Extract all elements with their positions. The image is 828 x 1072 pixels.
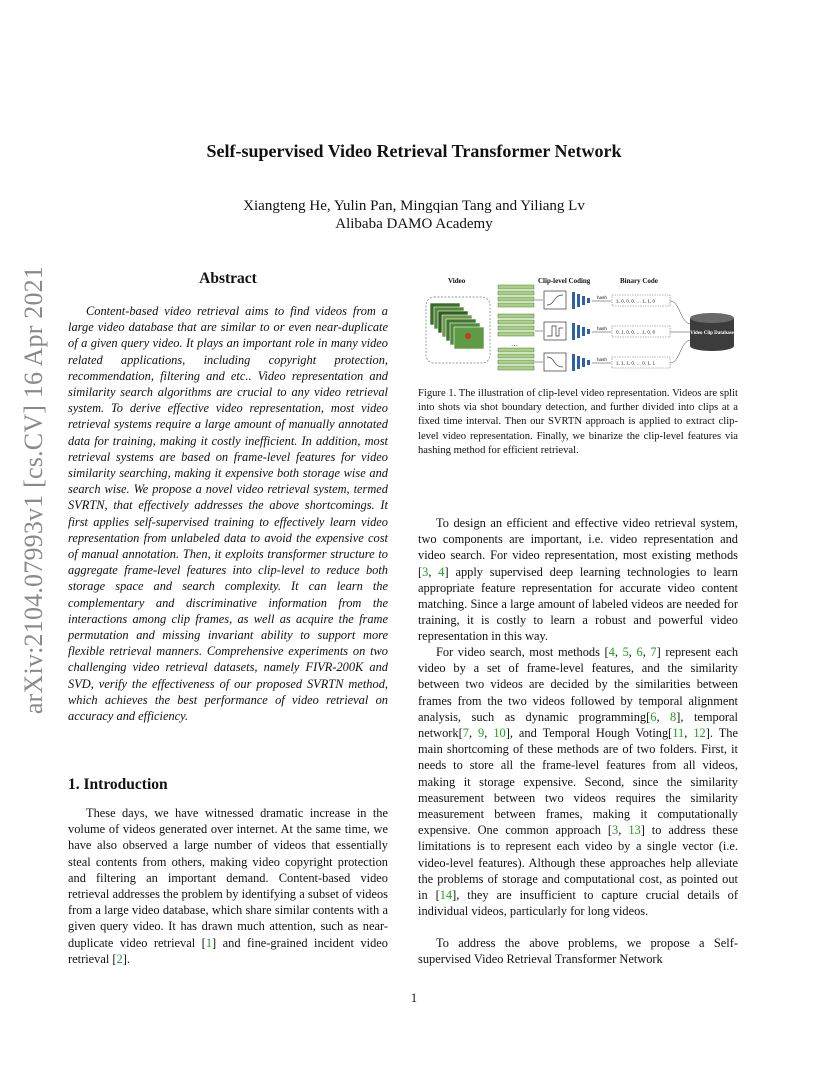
hash-label: hash [597, 357, 607, 362]
citation-link[interactable]: 6 [636, 645, 643, 659]
abstract-heading: Abstract [199, 270, 257, 287]
figure-1 [418, 272, 740, 380]
hash-label: hash [597, 295, 607, 300]
abstract-text: Content-based video retrieval aims to find videos from a large video database that are similar to or even near-duplicate of a given query video. It plays an important role in many video related applications, including copyright protection, recommendation, filtering and etc.. Video representation and similarity search algorithms are crucial to any video retrieval system. To derive effective video representation, most video retrieval systems require a large amount of manually annotated data for training, making it costly inefficient. In addition, most retrieval systems are based on frame-level features for video similarity searching, making it expensive both storage wise and search wise. We propose a novel video retrieval system, termed SVRTN, that effectively addresses the above shortcomings. It first applies self-supervised training to effectively learn video representation from unlabeled data to avoid the expensive cost of manual annotation. Then, it exploits transformer structure to aggregate frame-level features into clip-level to reduce both storage space and search complexity. It can learn the complementary and discriminative information from the interactions among clip frames, as well as acquire the frame permutation and missing invariant ability to support more flexible retrieval manners. Comprehensive experiments on two challenging video retrieval datasets, namely FIVR-200K and SVD, verify the effectiveness of our proposed SVRTN method, which achieves the best performance of video retrieval on accuracy and efficiency. [68, 304, 388, 724]
body-text: , [618, 823, 629, 838]
citation-link[interactable]: 1 [205, 935, 213, 950]
intro-text: These days, we have witnessed dramatic increase in the volume of videos generated over internet. At the same time, we have also observed a large number of videos that essentially steal contents from others, making video copyright protection and filtering an important demand. Content-based video retrieval addresses the problem by identifying a subset of videos from a large video database, which share similar contents with a given query video. It has drawn much attention, such as near-duplicate video retrieval [ [68, 806, 388, 950]
author-block [0, 197, 828, 233]
citation-link[interactable]: 5 [622, 645, 629, 659]
citation-link[interactable]: 13 [628, 823, 641, 838]
body-text: , [642, 645, 651, 659]
body-text: ], temporal network[ [418, 709, 738, 741]
body-text: , [614, 645, 623, 659]
right-paragraph-3: To address the above problems, we propose a Self-supervised Video Retrieval Transformer Network [418, 936, 738, 967]
citation-link[interactable]: 6 [650, 709, 657, 724]
citation-link[interactable]: 2 [116, 951, 123, 966]
body-text: ] represent each video by a set of frame-level features, and the similarity between two videos are decided by the similarities between frames from the two videos followed by temporal alignment analysis, such as dynamic programming[ [418, 645, 739, 724]
citation-link[interactable]: 4 [608, 645, 615, 659]
citation-link[interactable]: 7 [462, 726, 469, 741]
binary-code: 1, 1, 1, 0, … 0, 1, 1 [616, 360, 656, 366]
intro-paragraph [68, 805, 388, 967]
hash-label: hash [597, 326, 607, 331]
right-paragraph-2 [418, 644, 738, 919]
body-text: , [656, 709, 671, 724]
figure-label-binary-code: Binary Code [620, 277, 658, 285]
body-text: ], and Temporal Hough Voting[ [505, 726, 673, 741]
citation-link[interactable]: 10 [493, 726, 506, 741]
intro-heading: 1. Introduction [68, 776, 168, 793]
affiliation: Alibaba DAMO Academy [335, 216, 493, 232]
body-text: , [428, 564, 439, 579]
frame-feature-bars [498, 285, 534, 370]
body-text: For video search, most methods [ [436, 645, 609, 659]
figure-label-clip-coding: Clip-level Coding [538, 277, 591, 285]
page-number: 1 [410, 991, 418, 1005]
arxiv-stamp-text: arXiv:2104.07993v1 [cs.CV] 16 Apr 2021 [19, 265, 48, 715]
citation-link[interactable]: 4 [438, 564, 445, 579]
authors: Xiangteng He, Yulin Pan, Mingqian Tang and Yiliang Lv [243, 198, 585, 214]
paper-title: Self-supervised Video Retrieval Transformer Network [206, 141, 622, 161]
right-paragraph-1 [418, 515, 738, 645]
body-text: ], they are insufficient to capture crucial details of individual videos, particularly for long videos. [418, 888, 738, 919]
intro-text: ] and fine-grained incident video retrieval [ [68, 935, 388, 966]
intro-text: ]. [122, 951, 130, 966]
binary-code: 0, 1, 0, 0, … 1, 0, 0 [616, 329, 656, 335]
citation-link[interactable]: 3 [612, 823, 619, 838]
database-icon [690, 313, 735, 351]
body-text: To design an efficient and effective video retrieval system, two components are important, i.e. video representation and video search. For video representation, most existing methods [ [418, 516, 738, 579]
citation-link[interactable]: 14 [439, 888, 453, 903]
database-label: Video Clip Database [690, 331, 734, 336]
body-text: ] apply supervised deep learning technologies to learn appropriate feature representation for accurate video content matching. Since a large amount of labeled videos are needed for training, it is costly to learn a robust and powerful video representation in this way. [418, 564, 738, 644]
transformer-block [544, 291, 566, 371]
binary-code: 1, 0, 0, 0, … 1, 1, 0 [616, 298, 656, 304]
body-text: , [628, 645, 637, 659]
citation-link[interactable]: 8 [670, 709, 677, 724]
citation-link[interactable]: 7 [650, 645, 657, 659]
figure-label-video: Video [448, 277, 466, 285]
citation-link[interactable]: 3 [422, 564, 429, 579]
arxiv-stamp [4, 230, 64, 750]
citation-link[interactable]: 12 [693, 726, 706, 741]
body-text: , [468, 726, 479, 741]
figure-caption: Figure 1. The illustration of clip-level video representation. Videos are split into shots via shot boundary detection, and further divided into clips at a fixed time interval. Then our SVRTN approach is applied to extract clip-level video representation. Finally, we binarize the clip-level features via hashing method for efficient retrieval. [418, 388, 738, 456]
body-text: ] to address these limitations is to represent each video by a single vector (i.e. video-level features). Although these approaches help alleviate the problems of storage and computational cost, as pointed out in [ [418, 823, 738, 903]
body-text: , [484, 726, 494, 741]
video-frames-stack [430, 303, 484, 349]
citation-link[interactable]: 11 [672, 726, 685, 741]
encoder-bars [572, 292, 590, 371]
ellipsis: … [511, 340, 518, 348]
body-text: ]. The main shortcoming of these methods are of two folders. First, it needs to store all the frame-level features from all videos, making it storage expensive. Second, since the similarity measurement between two videos requires the similarity measurement between frames, making it computationally expensive. One common approach [ [418, 726, 738, 838]
citation-link[interactable]: 9 [478, 726, 485, 741]
body-text: , [684, 726, 694, 741]
